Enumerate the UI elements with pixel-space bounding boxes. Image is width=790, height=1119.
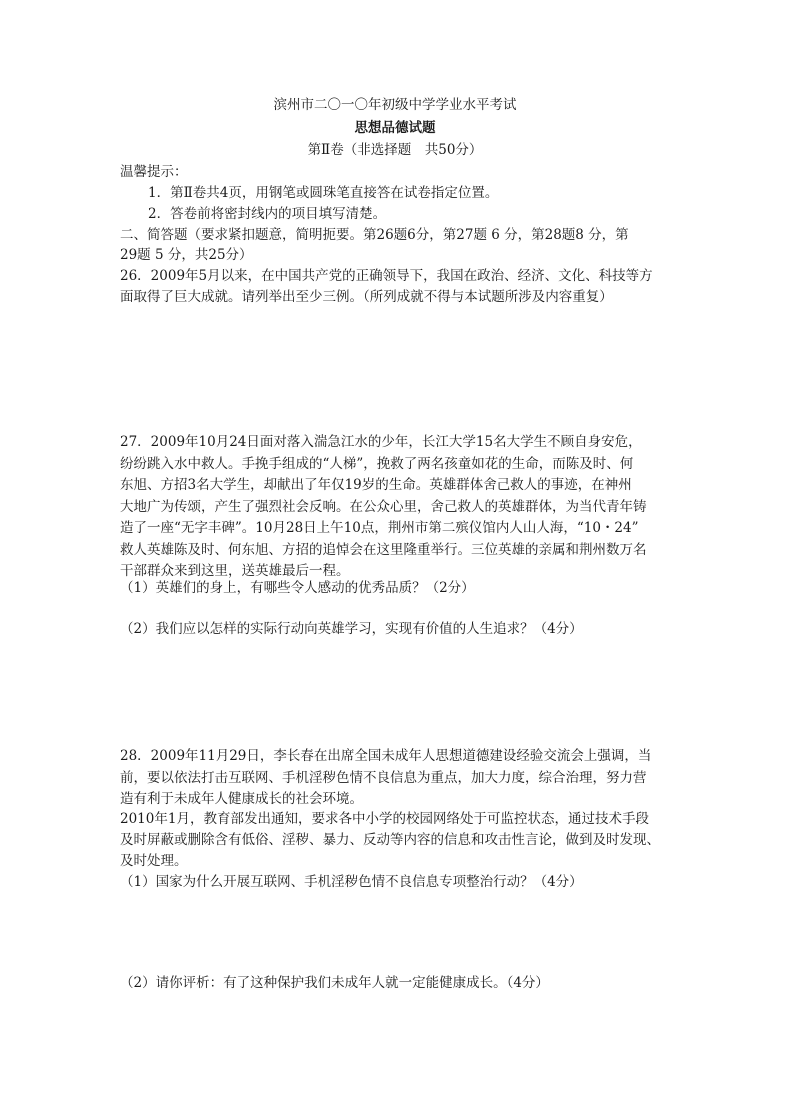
question-27-line: 干部群众来到这里，送英雄最后一程。 xyxy=(120,563,350,579)
question-27-sub-1: （1）英雄们的身上，有哪些令人感动的优秀品质？（2分） xyxy=(120,580,475,596)
part2-heading-cont: 29题 5 分，共25分） xyxy=(120,247,253,263)
notice-item-1: 1．第Ⅱ卷共4页，用钢笔或圆珠笔直接答在试卷指定位置。 xyxy=(148,185,499,201)
question-28-sub-1: （1）国家为什么开展互联网、手机淫秽色情不良信息专项整治行动？（4分） xyxy=(120,874,583,890)
question-28-cont: 及时处理。 xyxy=(120,853,188,869)
question-28-cont: 2010年1月，教育部发出通知，要求各中小学的校园网络处于可监控状态，通过技术手段 xyxy=(120,811,649,827)
question-27-sub-2: （2）我们应以怎样的实际行动向英雄学习，实现有价值的人生追求？（4分） xyxy=(120,621,583,637)
question-27-passage xyxy=(120,432,680,583)
question-28-sub-2: （2）请你评析：有了这种保护我们未成年人就一定能健康成长。（4分） xyxy=(120,975,549,991)
question-28-cont: 前，要以依法打击互联网、手机淫秽色情不良信息为重点，加大力度，综合治理，努力营 xyxy=(120,770,647,786)
notice-item-2: 2．答卷前将密封线内的项目填写清楚。 xyxy=(148,206,387,222)
question-27-line: 27．2009年10月24日面对落入湍急江水的少年，长江大学15名大学生不顾自身安危， xyxy=(120,434,642,450)
question-28-cont: 及时屏蔽或删除含有低俗、淫秽、暴力、反动等内容的信息和攻击性言论，做到及时发现、 xyxy=(120,832,660,848)
question-27-line: 大地广为传颂，产生了强烈社会反响。在公众心里，舍己救人的英雄群体，为当代青年铸 xyxy=(120,498,647,515)
question-27-line: 东旭、方招3名大学生，却献出了年仅19岁的生命。英雄群体舍己救人的事迹，在神州 xyxy=(120,477,632,493)
question-27-line: 纷纷跳入水中救人。手挽手组成的“人梯”，挽救了两名孩童如花的生命，而陈及时、何 xyxy=(120,455,634,472)
question-27-line: 造了一座“无字丰碑”。10月28日上午10点，荆州市第二殡仪馆内人山人海，“10・24” xyxy=(120,520,639,536)
question-28: 28．2009年11月29日，李长春在出席全国未成年人思想道德建设经验交流会上强调，当 xyxy=(120,748,652,764)
question-26-cont: 面取得了巨大成就。请列举出至少三例。（所列成就不得与本试题所涉及内容重复） xyxy=(120,289,613,305)
question-28-cont: 造有利于未成年人健康成长的社会环境。 xyxy=(120,791,363,807)
subject-title: 思想品德试题 xyxy=(354,120,436,136)
notice-heading: 温馨提示： xyxy=(120,164,188,180)
section-title: 第Ⅱ卷（非选择题 共50分） xyxy=(307,142,483,158)
part2-heading: 二、简答题（要求紧扣题意，简明扼要。第26题6分，第27题 6 分，第28题8 分，第 xyxy=(120,227,629,243)
exam-title: 滨州市二〇一〇年初级中学学业水平考试 xyxy=(273,97,517,113)
question-27-line: 救人英雄陈及时、何东旭、方招的追悼会在这里隆重举行。三位英雄的亲属和荆州数万名 xyxy=(120,541,647,558)
question-26: 26．2009年5月以来，在中国共产党的正确领导下，我国在政治、经济、文化、科技等方 xyxy=(120,268,653,284)
